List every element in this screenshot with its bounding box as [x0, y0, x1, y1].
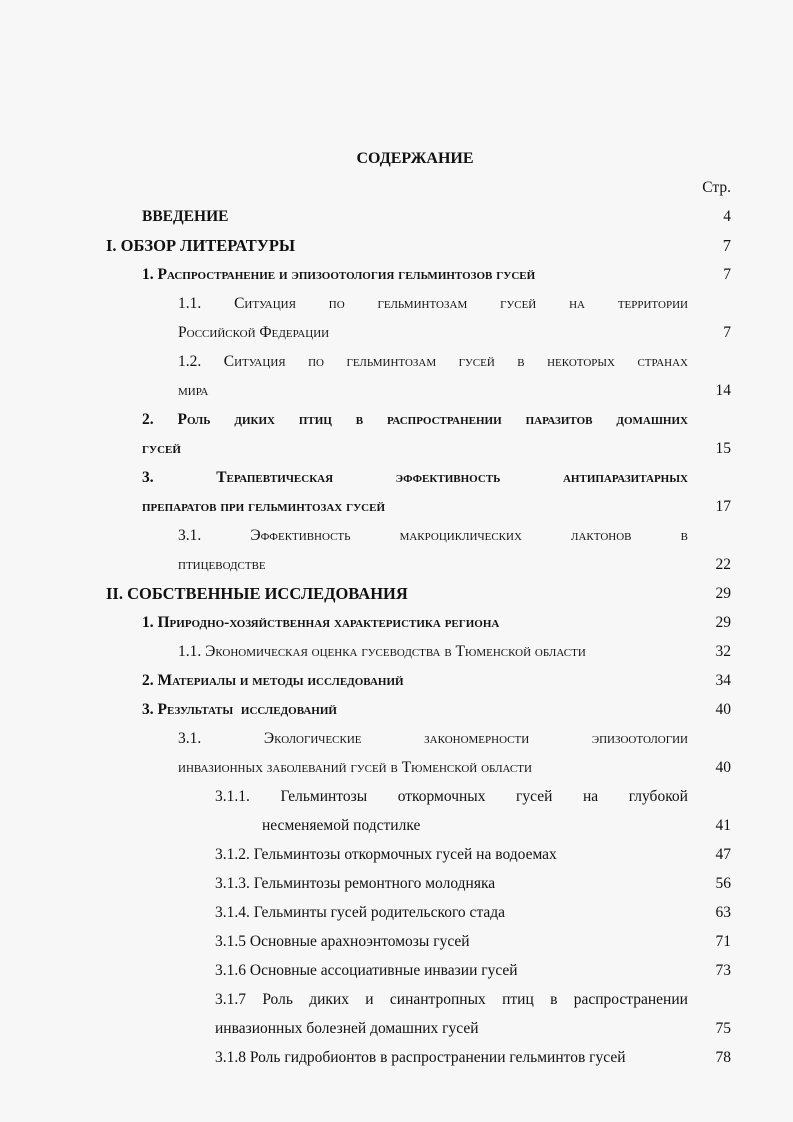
toc-page-number: 17 — [715, 498, 731, 515]
toc-section-1-3[interactable] — [0, 463, 793, 492]
word: Роль — [262, 991, 293, 1008]
toc-item-3-1-5[interactable] — [0, 927, 793, 956]
toc-entry-introduction[interactable] — [0, 202, 793, 231]
word: откормочных — [397, 788, 486, 805]
word: Терапевтическая — [216, 469, 334, 486]
toc-page-number: 78 — [715, 1049, 731, 1066]
toc-entry-line-2: гусей — [142, 440, 181, 457]
word: на — [569, 295, 585, 312]
toc-item-3-1-1[interactable] — [0, 782, 793, 811]
toc-item-3-1-4[interactable] — [0, 898, 793, 927]
word: 3.1.7 — [215, 991, 246, 1008]
word: 3.1. — [178, 527, 202, 544]
word: по — [328, 295, 345, 312]
toc-page-number: 29 — [715, 585, 731, 602]
word: Ситуация — [234, 295, 296, 312]
toc-subsection-1-1-2-cont[interactable] — [0, 376, 793, 405]
toc-page-number: 41 — [715, 817, 731, 834]
toc-page-number: 15 — [715, 440, 731, 457]
toc-page-number: 7 — [722, 236, 731, 255]
toc-subsection-2-3-1[interactable] — [0, 724, 793, 753]
toc-subsection-1-1-1[interactable] — [0, 289, 793, 318]
word: птиц — [502, 991, 534, 1008]
word: закономерности — [424, 730, 530, 747]
toc-section-1-2-cont[interactable] — [0, 434, 793, 463]
toc-section-2-2[interactable] — [0, 666, 793, 695]
toc-entry-line-2: инвазионных заболеваний гусей в Тюменской области — [178, 759, 532, 776]
word: на — [582, 788, 599, 805]
toc-entry-text: 3.1.6 Основные ассоциативные инвазии гусей — [215, 962, 518, 979]
toc-entry-text: 2. Материалы и методы исследований — [142, 672, 404, 689]
toc-item-3-1-6[interactable] — [0, 956, 793, 985]
toc-page-number: 71 — [715, 933, 731, 950]
toc-page-number: 40 — [715, 759, 731, 776]
word: эпизоотологии — [591, 730, 688, 747]
word: диких — [309, 991, 349, 1008]
toc-page-number: 4 — [723, 208, 731, 225]
toc-section-1-1[interactable] — [0, 260, 793, 289]
toc-entry-line-1: 2. Роль диких птиц в распространении паразитов домашних — [142, 411, 688, 428]
toc-entry-text: 3.1.4. Гельминты гусей родительского стада — [215, 904, 506, 921]
toc-page-number: 73 — [715, 962, 731, 979]
toc-page-number: 34 — [715, 672, 731, 689]
toc-section-1-3-cont[interactable] — [0, 492, 793, 521]
word: антипаразитарных — [562, 469, 688, 486]
toc-item-3-1-3[interactable] — [0, 869, 793, 898]
word: глубокой — [628, 788, 688, 805]
toc-section-2-3[interactable] — [0, 695, 793, 724]
toc-entry-text: 1. Распространение и эпизоотология гельминтозов гусей — [142, 266, 536, 283]
toc-subsection-2-3-1-cont[interactable] — [0, 753, 793, 782]
toc-page-number: 7 — [723, 324, 731, 341]
toc-subsection-1-3-1-cont[interactable] — [0, 550, 793, 579]
toc-page-number: 40 — [715, 701, 731, 718]
toc-section-2-1[interactable] — [0, 608, 793, 637]
word: 1.1. — [178, 295, 202, 312]
toc-section-1-2[interactable] — [0, 405, 793, 434]
toc-chapter-2[interactable] — [0, 579, 793, 608]
toc-entry-line-1: 1.2. Ситуация по гельминтозам гусей в некоторых странах — [178, 353, 688, 370]
toc-subsection-1-1-1-cont[interactable] — [0, 318, 793, 347]
word: синантропных — [389, 991, 486, 1008]
toc-entry-line-1 — [178, 521, 688, 550]
toc-page-number: 56 — [715, 875, 731, 892]
toc-entry-line-1 — [178, 724, 688, 753]
toc-entry-line-2: инвазионных болезней домашних гусей — [215, 1020, 479, 1037]
toc-entry-line-2: мира — [178, 382, 209, 399]
toc-entry-text: 3.1.2. Гельминтозы откормочных гусей на водоемах — [215, 846, 557, 863]
toc-entry-text: 1.1. Экономическая оценка гусеводства в Тюменской области — [178, 643, 586, 660]
toc-entry-line-1 — [142, 463, 688, 492]
page-title: СОДЕРЖАНИЕ — [356, 150, 474, 167]
toc-chapter-1[interactable] — [0, 231, 793, 260]
word: в — [680, 527, 688, 544]
toc-item-3-1-1-cont[interactable] — [0, 811, 793, 840]
toc-page-number: 29 — [715, 614, 731, 631]
toc-page-number: 14 — [715, 382, 731, 399]
word: в — [550, 991, 558, 1008]
word: 3.1.1. — [215, 788, 250, 805]
toc-entry-line-1 — [178, 289, 688, 318]
word: распространении — [573, 991, 688, 1008]
toc-subsection-1-3-1[interactable] — [0, 521, 793, 550]
toc-page-number: 47 — [715, 846, 731, 863]
toc-page-number: 7 — [723, 266, 731, 283]
toc-page-number: 32 — [715, 643, 731, 660]
page-column-label: Стр. — [702, 179, 731, 196]
toc-item-3-1-7-cont[interactable] — [0, 1014, 793, 1043]
toc-subsection-1-1-2[interactable] — [0, 347, 793, 376]
toc-entry-text: 3. Результаты исследований — [142, 701, 337, 718]
toc-subsection-2-1-1[interactable] — [0, 637, 793, 666]
word: Экологические — [263, 730, 362, 747]
toc-entry-line-1 — [215, 985, 688, 1014]
toc-entry-line-2: препаратов при гельминтозах гусей — [142, 498, 386, 515]
toc-entry-text: 1. Природно-хозяйственная характеристика региона — [142, 614, 500, 631]
toc-entry-line-2: птицеводстве — [178, 556, 266, 573]
word: гусей — [516, 788, 553, 805]
toc-entry-text: I. ОБЗОР ЛИТЕРАТУРЫ — [106, 236, 296, 255]
word: Эффективность — [250, 527, 351, 544]
toc-item-3-1-2[interactable] — [0, 840, 793, 869]
word: и — [365, 991, 374, 1008]
toc-page-number: 22 — [715, 556, 731, 573]
toc-page-number: 75 — [715, 1020, 731, 1037]
word: лактонов — [571, 527, 632, 544]
toc-entry-line-2: несменяемой подстилке — [262, 817, 421, 834]
toc-entry-text: 3.1.5 Основные арахноэнтомозы гусей — [215, 933, 470, 950]
toc-entry-text: 3.1.8 Роль гидробионтов в распространении гельминтов гусей — [215, 1049, 626, 1066]
toc-entry-line-1 — [215, 782, 688, 811]
word: 3.1. — [178, 730, 202, 747]
toc-entry-text: II. СОБСТВЕННЫЕ ИССЛЕДОВАНИЯ — [106, 584, 408, 603]
word: эффективность — [395, 469, 501, 486]
toc-item-3-1-7[interactable] — [0, 985, 793, 1014]
word: макроциклических — [399, 527, 522, 544]
word: территории — [617, 295, 688, 312]
word: гусей — [500, 295, 537, 312]
word: Гельминтозы — [280, 788, 368, 805]
word: 3. — [142, 469, 154, 486]
toc-entry-text: 3.1.3. Гельминтозы ремонтного молодняка — [215, 875, 496, 892]
toc-page-number: 63 — [715, 904, 731, 921]
toc-item-3-1-8[interactable] — [0, 1043, 793, 1072]
word: гельминтозам — [377, 295, 468, 312]
toc-entry-text: ВВЕДЕНИЕ — [142, 208, 229, 225]
toc-entry-line-2: Российской Федерации — [178, 324, 330, 341]
